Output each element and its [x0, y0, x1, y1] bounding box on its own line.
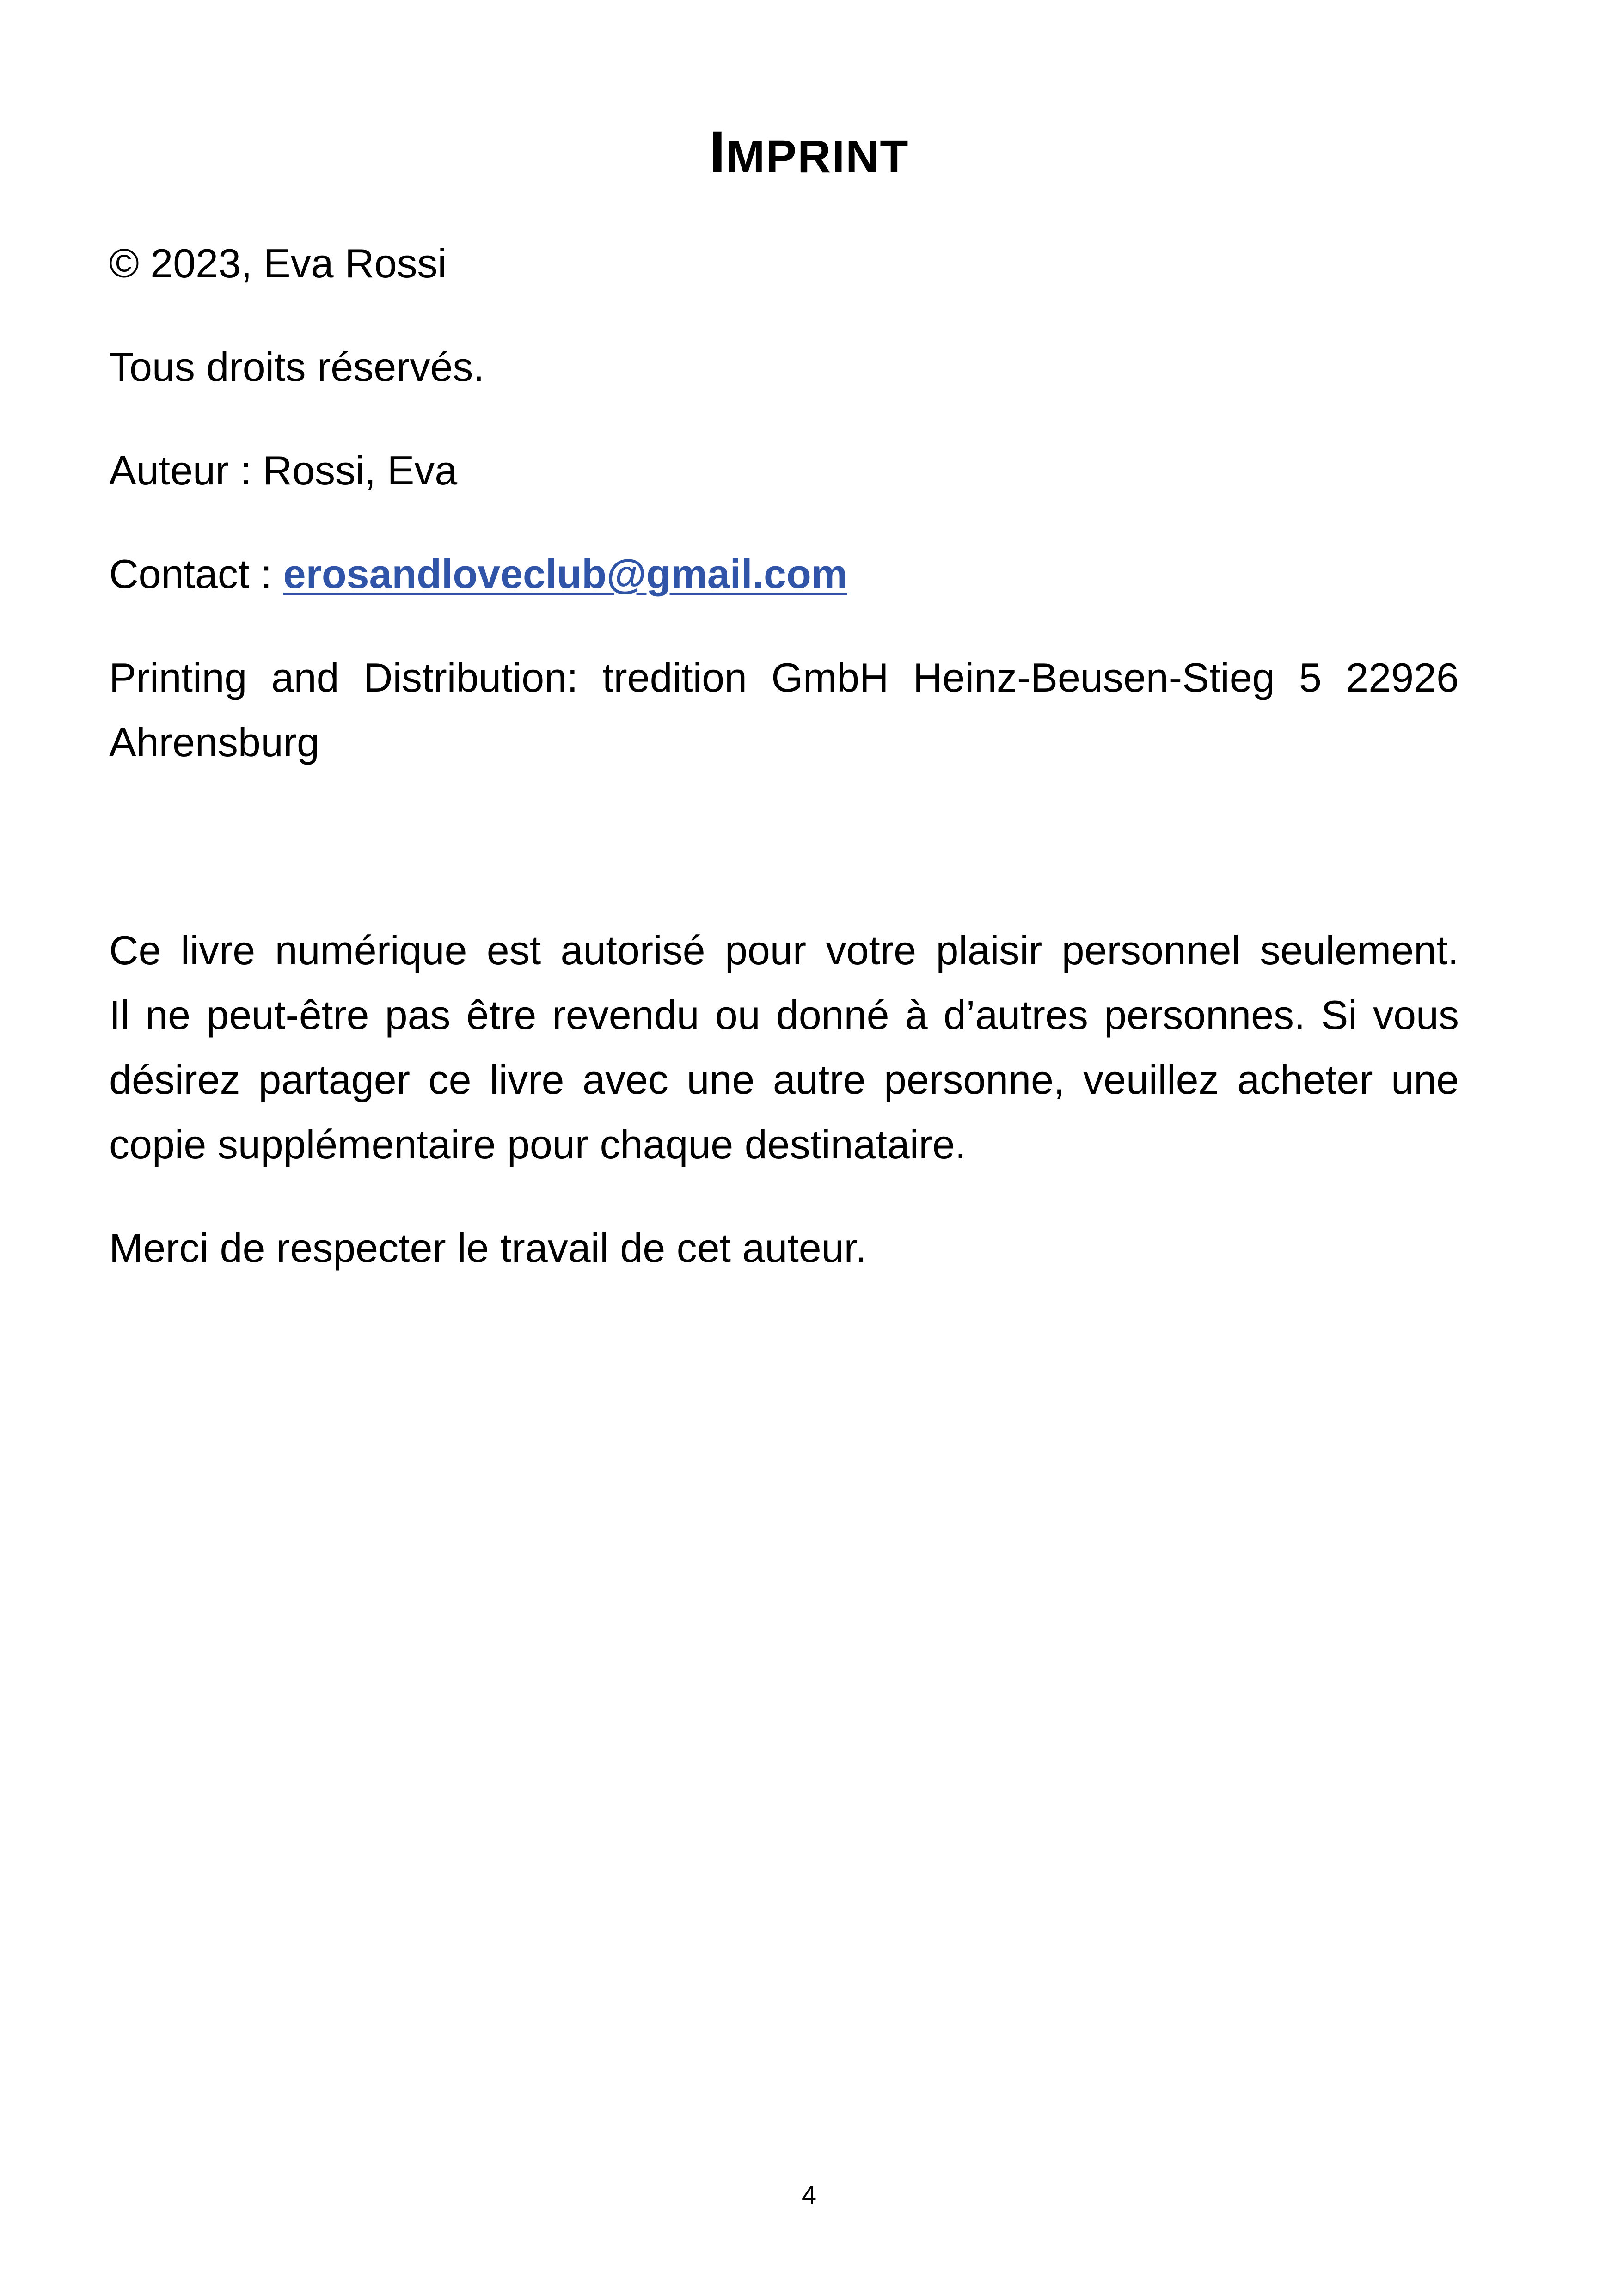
thanks-line: Merci de respecter le travail de cet auteur.	[109, 1225, 867, 1271]
contact-label: Contact :	[109, 551, 283, 597]
page-number: 4	[801, 2180, 817, 2210]
license-line-2: Il ne peut-être pas être revendu ou donné à d’autres personnes. Si vous	[109, 992, 1459, 1038]
copyright-line: © 2023, Eva Rossi	[109, 240, 447, 286]
title-initial: I	[709, 119, 727, 185]
contact-line	[109, 542, 1459, 606]
page-title	[0, 116, 1618, 194]
title-rest: MPRINT	[726, 131, 909, 183]
rights-line: Tous droits réservés.	[109, 344, 484, 390]
printing-line-2: Ahrensburg	[109, 719, 319, 765]
printing-line-1: Printing and Distribution: tredition GmbH Heinz-Beusen-Stieg 5 22926	[109, 655, 1459, 700]
author-line: Auteur : Rossi, Eva	[109, 447, 458, 493]
license-line-3: désirez partager ce livre avec une autre personne, veuillez acheter une	[109, 1057, 1459, 1102]
license-line-1: Ce livre numérique est autorisé pour votre plaisir personnel seulement.	[109, 927, 1459, 973]
license-line-4: copie supplémentaire pour chaque destinataire.	[109, 1121, 967, 1167]
contact-email-link[interactable]: erosandloveclub@gmail.com	[283, 551, 847, 597]
